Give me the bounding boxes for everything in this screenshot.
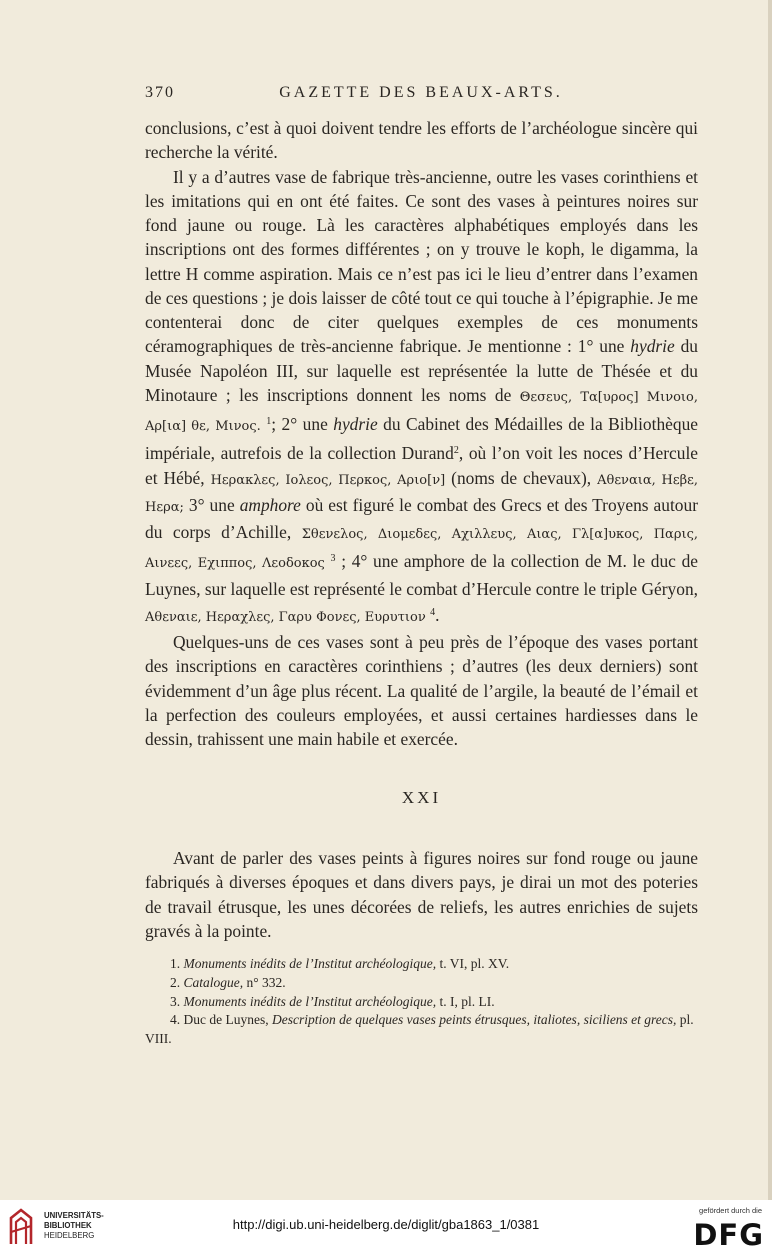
- footnote-title: Description de quelques vases peints étrusques, italiotes, siciliens et grecs,: [271, 1012, 677, 1028]
- text-run: Il y a d’autres vase de fabrique très-ancienne, outre les vases corinthiens et les imitations qui en ont été faites. Ce sont des vases à peintures noires sur fond jaune ou rouge. Là les caractères alphabétiques employés dans les inscriptions ont des formes différentes ; on y trouve le koph, le digamma, la lettre H comme aspiration. Mais ce n’est pas ici le lieu d’entrer dans l’examen de ces questions ; je dois laisser de côté tout ce qui touche à l’épigraphie. Je me contenterai donc de citer quelques exemples de ces monuments céramographiques de très-ancienne fabrique. Je mentionne : 1° une: [145, 166, 698, 357]
- viewer-footer: [0, 1200, 772, 1257]
- footnote-number: 2.: [170, 974, 181, 990]
- text-run: du Musée Napoléon III, sur laquelle est représentée la lutte de Thésée et du Minotaure ; les inscriptions donnent les noms de: [145, 336, 698, 405]
- footnote-ref[interactable]: 1: [266, 416, 272, 427]
- text-run: 3° une: [183, 494, 240, 515]
- text-run: ; 2° une: [271, 414, 334, 434]
- main-text: [145, 116, 698, 751]
- library-line: BIBLIOTHEK: [44, 1221, 92, 1230]
- text-run: du Cabinet des Médailles de la Bibliothèque impériale, autrefois de la collection Durand: [145, 414, 698, 464]
- footnotes: [145, 955, 698, 1049]
- paragraph: conclusions, c’est à quoi doivent tendre les efforts de l’archéologue sincère qui recherche la vérité.: [145, 118, 698, 163]
- page-number: 370: [145, 84, 175, 101]
- footnote-author: Duc de Luynes,: [183, 1012, 272, 1028]
- footnote-ref[interactable]: 2: [453, 445, 459, 457]
- footnote: [145, 1011, 698, 1049]
- footnote: [145, 993, 698, 1012]
- greek-inscription: Αθεναια, Ηεβε, Ηερα;: [145, 472, 698, 515]
- footnote-ref[interactable]: 4: [430, 606, 436, 618]
- italic-term: hydrie: [333, 414, 378, 434]
- section-heading: XXI: [401, 788, 442, 807]
- section-text: [145, 846, 698, 943]
- footnote-rest: t. VI, pl. XV.: [436, 956, 510, 971]
- paragraph: Quelques-uns de ces vases sont à peu près de l’époque des vases portant des inscriptions en caractères corinthiens ; d’autres (les deux derniers) sont évidemment d’un âge plus récent. La qualité de l’argile, la beauté de l’émail et la perfection des couleurs employées, et aussi certaines hardiesses dans le dessin, trahissent une main habile et exercée.: [145, 632, 698, 749]
- dfg-logo[interactable]: DFG: [693, 1218, 764, 1252]
- footnote-ref[interactable]: 3: [330, 553, 336, 565]
- italic-term: hydrie: [630, 336, 675, 357]
- footnote-number: 4.: [170, 1012, 181, 1028]
- running-header: [145, 84, 697, 106]
- running-title: GAZETTE DES BEAUX-ARTS.: [279, 84, 563, 101]
- text-run: .: [435, 604, 440, 625]
- footnote-title: Monuments inédits de l’Institut archéologique,: [183, 993, 437, 1009]
- library-line: HEIDELBERG: [44, 1231, 95, 1240]
- funding-label: gefördert durch die: [699, 1206, 762, 1215]
- italic-term: amphore: [239, 494, 301, 515]
- footnote-title: Catalogue,: [183, 974, 244, 990]
- text-run: (noms de chevaux),: [445, 467, 598, 488]
- text-run: ; 4° une amphore de la collection de M. le duc de Luynes, sur laquelle est représenté le combat d’Hercule contre le triple Géryon,: [145, 551, 698, 599]
- footnote-rest: pl. VIII.: [145, 1012, 694, 1047]
- text-run: , où l’on voit les noces d’Hercule et Hébé,: [145, 443, 699, 488]
- footnote-number: 3.: [170, 993, 181, 1009]
- page-url-link[interactable]: http://digi.ub.uni-heidelberg.de/diglit/gba1863_1/0381: [232, 1217, 540, 1232]
- footnote-number: 1.: [170, 956, 181, 971]
- footnote-rest: t. I, pl. LI.: [436, 993, 495, 1009]
- greek-inscription: Αθεναιε, Ηεραχλες, Γαρυ Φονες, Ευρυτιον: [145, 609, 426, 625]
- paragraph: Avant de parler des vases peints à figures noires sur fond rouge ou jaune fabriqués à diverses époques et dans divers pays, je dirai un mot des poteries de travail étrusque, les unes décorées de reliefs, les autres enrichies de sujets gravés à la pointe.: [145, 848, 698, 941]
- paragraph: [145, 165, 698, 631]
- footnote-title: Monuments inédits de l’Institut archéologique,: [183, 956, 437, 971]
- greek-inscription: Σθενελος, Διομεδες, Αχιλλευς, Αιας, Γλ[α]υκος, Παρις, Αινεες, Εχιππος, Λεοδοκος: [145, 527, 698, 572]
- footnote: [145, 974, 698, 993]
- footnote: [145, 955, 698, 974]
- text-run: où est figuré le combat des Grecs et des Troyens autour du corps d’Achille,: [145, 494, 698, 542]
- greek-inscription: Θεσευς, Τα[υρος] Μινοιο, Αρ[ια] θε, Μινος.: [145, 389, 698, 434]
- greek-inscription: Ηερακλες, Ιολεος, Περκος, Αριο[ν]: [210, 472, 446, 488]
- footnote-rest: n° 332.: [243, 974, 286, 990]
- library-line: UNIVERSITÄTS-: [44, 1211, 104, 1220]
